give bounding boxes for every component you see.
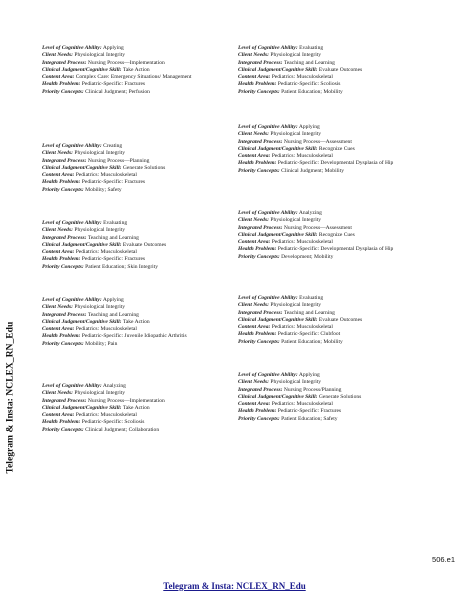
line-client-needs: Client Needs: Physiological Integrity <box>42 390 126 397</box>
right-block-4 <box>238 295 430 346</box>
line-health-problem: Health Problem: Pediatric-Specific: Fractures <box>238 408 342 415</box>
bottom-watermark-link[interactable]: Telegram & Insta: NCLEX_RN_Edu <box>163 581 306 591</box>
line-content-area: Content Area: Pediatrics: Musculoskeletal <box>42 412 137 419</box>
line-process: Integrated Process: Nursing Process—Implementation <box>42 59 165 66</box>
line-process: Integrated Process: Nursing Process—Planning <box>42 157 150 164</box>
page-number: 506.e1 <box>432 555 455 564</box>
line-process: Integrated Process: Teaching and Learning <box>238 309 335 316</box>
line-priority: Priority Concepts: Mobility; Pain <box>42 340 118 347</box>
line-client-needs: Client Needs: Physiological Integrity <box>238 379 322 386</box>
line-level: Level of Cognitive Ability: Evaluating <box>238 45 324 51</box>
line-process: Integrated Process: Teaching and Learning <box>238 59 335 66</box>
line-process: Integrated Process: Nursing Process—Implementation <box>42 397 165 404</box>
line-priority: Priority Concepts: Development; Mobility <box>238 253 334 260</box>
line-level: Level of Cognitive Ability: Applying <box>42 45 124 51</box>
line-skill: Clinical Judgment/Cognitive Skill: Take Action <box>42 318 150 325</box>
line-content-area: Content Area: Pediatrics: Musculoskeletal <box>238 401 333 408</box>
line-skill: Clinical Judgment/Cognitive Skill: Generate Solutions <box>238 393 362 400</box>
line-client-needs: Client Needs: Physiological Integrity <box>42 52 126 59</box>
line-content-area: Content Area: Pediatrics: Musculoskeletal <box>238 324 333 331</box>
line-skill: Clinical Judgment/Cognitive Skill: Evaluate Outcomes <box>42 241 167 248</box>
line-client-needs: Client Needs: Physiological Integrity <box>42 227 126 234</box>
line-skill: Clinical Judgment/Cognitive Skill: Recognize Cues <box>238 231 355 238</box>
line-level: Level of Cognitive Ability: Evaluating <box>238 295 324 301</box>
line-client-needs: Client Needs: Physiological Integrity <box>238 217 322 224</box>
line-skill: Clinical Judgment/Cognitive Skill: Take Action <box>42 66 150 73</box>
line-priority: Priority Concepts: Clinical Judgment; Perfusion <box>42 88 150 95</box>
line-skill: Clinical Judgment/Cognitive Skill: Recognize Cues <box>238 145 355 152</box>
line-level: Level of Cognitive Ability: Applying <box>42 297 124 303</box>
line-level: Level of Cognitive Ability: Applying <box>238 124 320 130</box>
line-priority: Priority Concepts: Clinical Judgment; Mobility <box>238 167 345 174</box>
line-skill: Clinical Judgment/Cognitive Skill: Evaluate Outcomes <box>238 66 363 73</box>
line-health-problem: Health Problem: Pediatric-Specific: Scoliosis <box>42 419 145 426</box>
right-block-2 <box>238 124 430 175</box>
line-skill: Clinical Judgment/Cognitive Skill: Take Action <box>42 404 150 411</box>
line-client-needs: Client Needs: Physiological Integrity <box>42 150 126 157</box>
right-block-5 <box>238 372 430 423</box>
line-content-area: Content Area: Pediatrics: Musculoskeletal <box>238 239 333 246</box>
line-process: Integrated Process: Teaching and Learning <box>42 234 139 241</box>
line-priority: Priority Concepts: Clinical Judgment; Collaboration <box>42 426 160 433</box>
right-block-1 <box>238 45 430 96</box>
right-block-3 <box>238 210 430 261</box>
line-health-problem: Health Problem: Pediatric-Specific: Clubfoot <box>238 331 341 338</box>
line-priority: Priority Concepts: Patient Education; Safety <box>238 415 338 422</box>
line-process: Integrated Process: Nursing Process—Assessment <box>238 224 352 231</box>
line-priority: Priority Concepts: Mobility; Safety <box>42 186 122 193</box>
line-content-area: Content Area: Pediatrics: Musculoskeletal <box>238 153 333 160</box>
line-process: Integrated Process: Teaching and Learning <box>42 311 139 318</box>
side-watermark: Telegram & Insta: NCLEX_RN_Edu <box>4 321 16 474</box>
line-content-area: Content Area: Complex Care: Emergency Situations/ Management <box>42 74 192 81</box>
line-process: Integrated Process: Nursing Process—Assessment <box>238 138 352 145</box>
line-health-problem: Health Problem: Pediatric-Specific: Fractures <box>42 256 146 263</box>
left-block-1 <box>42 45 234 96</box>
line-health-problem: Health Problem: Pediatric-Specific: Developmental Dysplasia of Hip <box>238 246 394 253</box>
line-level: Level of Cognitive Ability: Creating <box>42 143 123 149</box>
line-priority: Priority Concepts: Patient Education; Mobility <box>238 338 343 345</box>
line-content-area: Content Area: Pediatrics: Musculoskeletal <box>238 74 333 81</box>
left-block-4 <box>42 297 234 348</box>
line-client-needs: Client Needs: Physiological Integrity <box>238 302 322 309</box>
line-health-problem: Health Problem: Pediatric-Specific: Developmental Dysplasia of Hip <box>238 160 394 167</box>
line-process: Integrated Process: Nursing Process/Planning <box>238 386 342 393</box>
line-priority: Priority Concepts: Patient Education; Mobility <box>238 88 343 95</box>
line-priority: Priority Concepts: Patient Education; Skin Integrity <box>42 263 159 270</box>
line-health-problem: Health Problem: Pediatric-Specific: Juvenile Idiopathic Arthritis <box>42 333 187 340</box>
line-level: Level of Cognitive Ability: Analyzing <box>238 210 322 216</box>
line-level: Level of Cognitive Ability: Evaluating <box>42 220 128 226</box>
left-block-5 <box>42 383 234 434</box>
line-level: Level of Cognitive Ability: Applying <box>238 372 320 378</box>
line-client-needs: Client Needs: Physiological Integrity <box>238 52 322 59</box>
left-block-3 <box>42 220 234 271</box>
line-level: Level of Cognitive Ability: Analyzing <box>42 383 126 389</box>
line-content-area: Content Area: Pediatrics: Musculoskeletal <box>42 172 137 179</box>
line-client-needs: Client Needs: Physiological Integrity <box>238 131 322 138</box>
line-content-area: Content Area: Pediatrics: Musculoskeletal <box>42 326 137 333</box>
line-client-needs: Client Needs: Physiological Integrity <box>42 304 126 311</box>
line-content-area: Content Area: Pediatrics: Musculoskeletal <box>42 249 137 256</box>
line-skill: Clinical Judgment/Cognitive Skill: Evaluate Outcomes <box>238 316 363 323</box>
line-skill: Clinical Judgment/Cognitive Skill: Generate Solutions <box>42 164 166 171</box>
line-health-problem: Health Problem: Pediatric-Specific: Scoliosis <box>238 81 341 88</box>
left-block-2 <box>42 143 234 194</box>
line-health-problem: Health Problem: Pediatric-Specific: Fractures <box>42 81 146 88</box>
line-health-problem: Health Problem: Pediatric-Specific: Fractures <box>42 179 146 186</box>
